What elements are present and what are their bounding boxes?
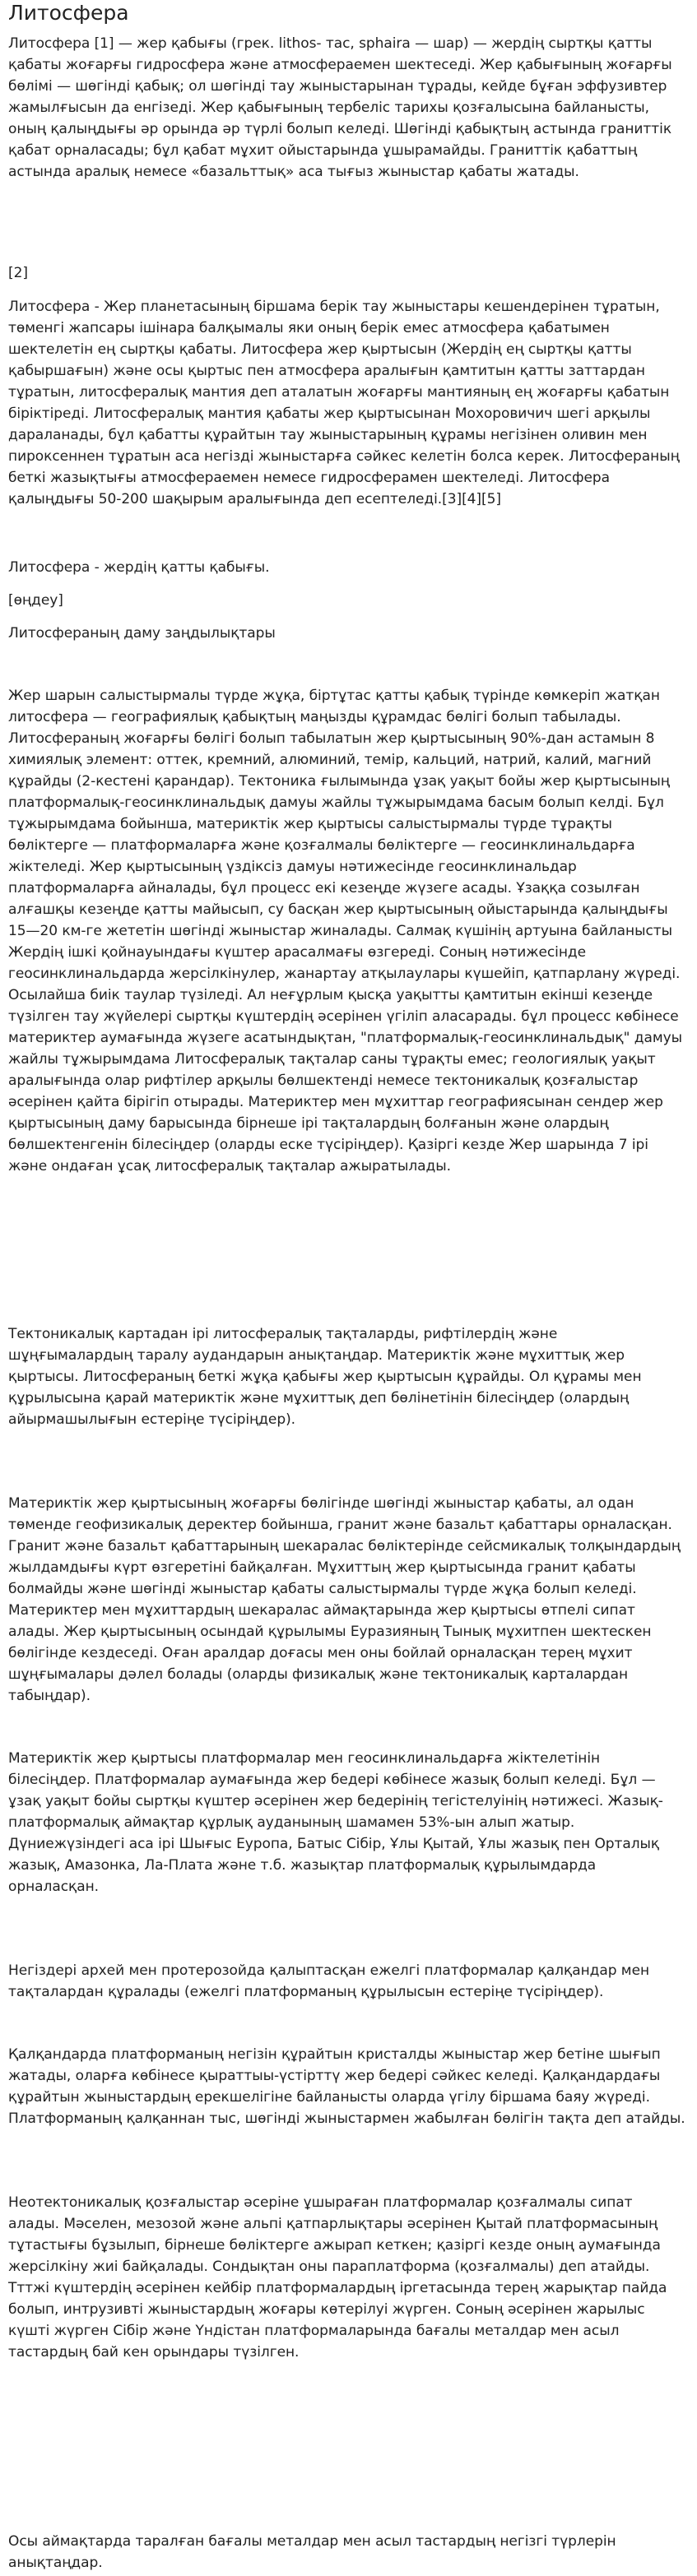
section-heading: Литосфераның даму заңдылықтары (8, 625, 276, 642)
body-paragraph: Негіздері архей мен протерозойда қалыптасқан ежелгі платформалар қалқандар мен тақталардан құралады (ежелгі платформаның құрылысын естеріңе түсіріңдер). (8, 1962, 650, 2000)
body-paragraph: Материктік жер қыртысы платформалар мен геосинклинальдарға жіктелетінін білесіңдер. Платформалар аумағында жер бедері көбінесе жазық болып келеді. Бұл — ұзақ уақыт бойы сыртқы күштер әсерінен жер бедерінің тегістелуінің нәтижесі. Жазық-платформалық аймақтар құрлық ауданының шамамен 53%-ын алып жатыр. Дүниежүзіндегі аса ірі Шығыс Еуропа, Батыс Сібір, Ұлы Қытай, Ұлы жазық пен Орталық жазық, Амазонка, Ла-Плата және т.б. жазықтар платформалық құрылымдарда орналасқан. (8, 1750, 663, 1895)
body-paragraph: Жер шарын салыстырмалы түрде жұқа, біртұтас қатты қабық түрінде көмкеріп жатқан литосфера — географиялық қабықтың маңызды құрамдас бөлігі болып табылады. Литосфераның жоғарғы бөлігі болып табылатын жер қыртысының 90%-дан астамын 8 химиялық элемент: оттек, кремний, алюминий, темір, кальций, натрий, калий, магний құрайды (2-кестені қарандар). Тектоника ғылымында ұзақ уақыт бойы жер қыртысының платформалық-геосинклинальдық дамуы жайлы тұжырымдама басым болып келді. Бұл тұжырымдама бойынша, материктік жер қыртысы салыстырмалы түрде тұрақты бөліктерге — платформаларға және қозғалмалы бөліктерге — геосинклинальдарға жіктеледі. Жер қыртысының үздіксіз дамуы нәтижесінде геосинклинальдар платформаларға айналады, бұл процесс екі кезеңде жүзеге асады. Ұзаққа созылған алғашқы кезеңде қатты майысып, су басқан жер қыртысының ойыстарында қалыңдығы 15—20 км-ге жететін шөгінді жыныстар жиналады. Салмақ күшінің артуына байланысты Жердің ішкі қойнауындағы күштер арасалмағы өзгереді. Соның нәтижесінде геосинклинальдарда жерсілкінулер, жанартау атқылаулары күшейіп, қатпарлану жүреді. Осылайша биік таулар түзіледі. Ал неғұрлым қысқа уақытты қамтитын екінші кезеңде түзілген тау жүйелері сыртқы күштердің әсерінен үгіліп аласарады. бұл процесс көбінесе материктер аумағында жүзеге асатындықтан, "платформалық-геосинклинальдық" дамуы жайлы тұжырымдама Литосфералық тақталар саны тұрақты емес; геологиялық уақыт аралығында олар рифтілер арқылы бөлшектенді немесе тектоникалық қозғалыстар әсерінен қайта бірігіп отырады. Материктер мен мұхиттар географиясынан сендер жер қыртысының даму барысында бірнеше ірі тақталардың болғанын және олардың бөлшектенгенін білесіңдер (оларды еске түсіріңдер). Қазіргі кезде Жер шарында 7 ірі және ондаған ұсақ литосфералық тақталар ажыратылады. (8, 688, 682, 1174)
body-paragraph: Осы аймақтарда таралған бағалы металдар мен асыл тастардың негізгі түрлерін анықтаңдар. (8, 2533, 616, 2571)
short-definition: Литосфера - жердің қатты қабығы. (8, 559, 270, 576)
body-paragraph: Қалқандарда платформаның негізін құрайтын кристалды жыныстар жер бетіне шығып жатады, оларға көбінесе қыраттыы-үстірттү жер бедері сәйкес келеді. Қалқандардағы құрайтын жыныстардың ерекшелігіне байланысты оларда үгілу біршама баяу жүреді. Платформаның қалқаннан тыс, шөгінді жыныстармен жабылған бөлігін тақта деп атайды. (8, 2046, 685, 2127)
edit-link[interactable]: [өңдеу] (8, 592, 63, 609)
reference-marker[interactable]: [2] (8, 265, 28, 281)
intro-paragraph: Литосфера [1] — жер қабығы (грек. lithos- тас, sphaira — шар) — жердің сыртқы қатты қабаты жоғарғы гидросфера және атмосфераемен шектеседі. Жер қабығының жоғарғы бөлімі — шөгінді қабық; ол шөгінді тау жыныстарынан тұрады, кейде бұған эффузивтер жамылғысын да енгізеді. Жер қабығының тербеліс тарихы қозғалысына байланысты, оның қалыңдығы әр орында әр түрлі болып келеді. Шөгінді қабықтың астында граниттік қабат орналасады; бұл қабат мұхит ойыстарында ұшырамайды. Граниттік қабаттың астында аралық немесе «базальттық» аса тығыз жыныстар қабаты жатады. (8, 35, 672, 180)
intro-section (8, 33, 685, 183)
page-title: Литосфера (8, 1, 129, 25)
definition-paragraph: Литосфера - Жер планетасының біршама берік тау жыныстары кешендерінен тұратын, төменгі жапсары ішінара балқымалы яки оның берік емес атмосфера қабатымен шектелетін ең сыртқы қабаты. Литосфера жер қыртысын (Жердің ең сыртқы қатты қабыршағын) және осы қыртыс пен атмосфера аралығын қамтитын қатты заттардан тұратын, литосфералық мантия деп аталатын жоғарғы мантияның ең жоғарғы қабатын біріктіреді. Литосфералық мантия қабаты жер қыртысынан Мохоровичич шегі арқылы дараланады, бұл қабатты құрайтын тау жыныстарының құрамы негізінен оливин мен пироксеннен тұратын аса негізді жыныстарға сәйкес келетін болса керек. Литосфераның беткі жазықтығы атмосфераемен немесе гидросферамен шектеледі. Литосфера қалыңдығы 50-200 шақырым аралығында деп есептеледі.[3][4][5] (8, 299, 680, 507)
body-paragraph: Тектоникалық картадан ірі литосфералық тақталарды, рифтілердің және шұңғымалардың таралу аудандарын анықтаңдар. Материктік және мұхиттық жер қыртысы. Литосфераның беткі жұқа қабығы жер қыртысын құрайды. Ол құрамы мен құрылысына қарай материктік және мұхиттық деп бөлінетінін білесіңдер (олардың айырмашылығын естеріңе түсіріңдер). (8, 1326, 642, 1428)
body-paragraph: Неотектоникалық қозғалыстар әсеріне ұшыраған платформалар қозғалмалы сипат алады. Мәселен, мезозой және альпі қатпарлықтары әсерінен Қытай платформасының тұтастығы бұзылып, бірнеше бөліктерге ажырап кеткен; қазіргі кезде оның аумағында жерсілкіну жиі байқалады. Сондықтан оны параплатформа (қозғалмалы) деп атайды. Тттжі күштердің әсерінен кейбір платформалардың іргетасында терең жарықтар пайда болып, интрузивті жыныстардың жоғары көтерілуі жүрген. Соның әсерінен жарылыс күшті жүрген Сібір және Үндістан платформаларында бағалы металдар мен асыл тастардың бай кен орындары түзілген. (8, 2194, 667, 2361)
body-paragraph: Материктік жер қыртысының жоғарғы бөлігінде шөгінді жыныстар қабаты, ал одан төменде геофизикалық деректер бойынша, гранит және базальт қабаттары орналасқан. Гранит және базальт қабаттарының шекаралас бөліктерінде сейсмикалық толқындардың жылдамдығы күрт өзгеретіні байқалған. Мұхиттың жер қыртысында гранит қабаты болмайды және шөгінді жыныстар қабаты салыстырмалы түрде жұқа болып келеді. Материктер мен мұхиттардың шекаралас аймақтарында жер қыртысы өтпелі сипат алады. Жер қыртысының осындай құрылымы Еуразияның Тынық мұхитпен шектескен бөлігінде кездеседі. Оған аралдар доғасы мен оны бойлай орналасқан терең мұхит шұңғымалары дәлел болады (оларды физикалық және тектоникалық карталардан табыңдар). (8, 1495, 681, 1704)
